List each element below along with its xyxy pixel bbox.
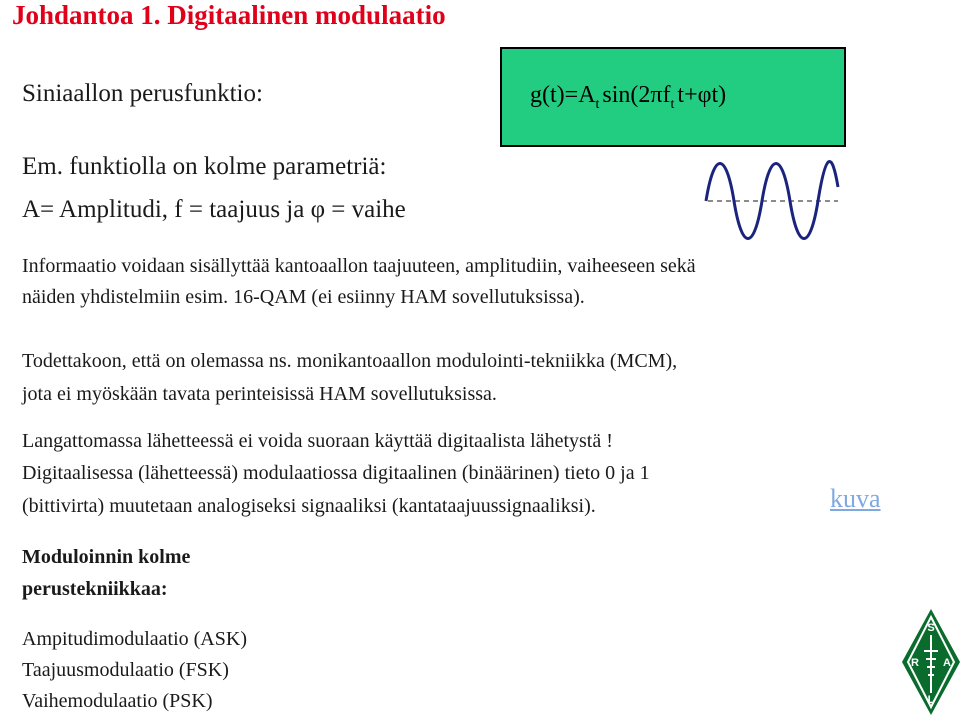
paragraph-3-line-3: (bittivirta) muutetaan analogiseksi signaaliksi (kantataajuussignaaliksi). bbox=[22, 495, 596, 517]
formula-sub-f: t bbox=[670, 97, 675, 112]
params-line-1: Em. funktiolla on kolme parametriä: bbox=[22, 153, 387, 180]
techniques-heading-line-1: Moduloinnin kolme bbox=[22, 546, 191, 568]
formula-part-end: t+φt) bbox=[677, 82, 727, 108]
sine-wave-icon bbox=[702, 157, 840, 247]
logo-letter-r: R bbox=[911, 657, 919, 669]
formula-part-g: g(t)=A bbox=[530, 82, 596, 108]
paragraph-1-line-2: näiden yhdistelmiin esim. 16-QAM (ei esiinny HAM sovellutuksissa). bbox=[22, 286, 585, 308]
kuva-link[interactable]: kuva bbox=[830, 484, 881, 513]
paragraph-3-line-1: Langattomassa lähetteessä ei voida suoraan käyttää digitaalista lähetystä ! bbox=[22, 430, 613, 452]
paragraph-3-line-2: Digitaalisessa (lähetteessä) modulaatiossa digitaalinen (binäärinen) tieto 0 ja 1 bbox=[22, 462, 650, 484]
logo-letter-a: A bbox=[943, 657, 951, 669]
page-title: Johdantoa 1. Digitaalinen modulaatio bbox=[12, 0, 446, 30]
formula-part-sin: sin(2πf bbox=[602, 82, 671, 108]
formula-sub-a: t bbox=[595, 97, 600, 112]
logo-letter-l: L bbox=[927, 694, 935, 706]
sine-curve bbox=[706, 162, 838, 239]
params-line-2: A= Amplitudi, f = taajuus ja φ = vaihe bbox=[22, 196, 406, 223]
technique-item-psk: Vaihemodulaatio (PSK) bbox=[22, 690, 213, 712]
paragraph-2-line-1: Todettakoon, että on olemassa ns. monikantoaallon modulointi-tekniikka (MCM), bbox=[22, 350, 678, 372]
paragraph-1-line-1: Informaatio voidaan sisällyttää kantoaallon taajuuteen, amplitudiin, vaiheeseen sekä bbox=[22, 255, 696, 277]
intro-label: Siniaallon perusfunktio: bbox=[22, 80, 263, 107]
sine-formula bbox=[530, 82, 726, 113]
paragraph-2-line-2: jota ei myöskään tavata perinteisissä HAM sovellutuksissa. bbox=[22, 383, 497, 405]
technique-item-ask: Ampitudimodulaatio (ASK) bbox=[22, 628, 247, 650]
logo-letter-s: S bbox=[927, 622, 935, 634]
technique-item-fsk: Taajuusmodulaatio (FSK) bbox=[22, 659, 229, 681]
sral-logo-icon bbox=[900, 607, 960, 717]
techniques-heading-line-2: perustekniikkaa: bbox=[22, 578, 168, 600]
